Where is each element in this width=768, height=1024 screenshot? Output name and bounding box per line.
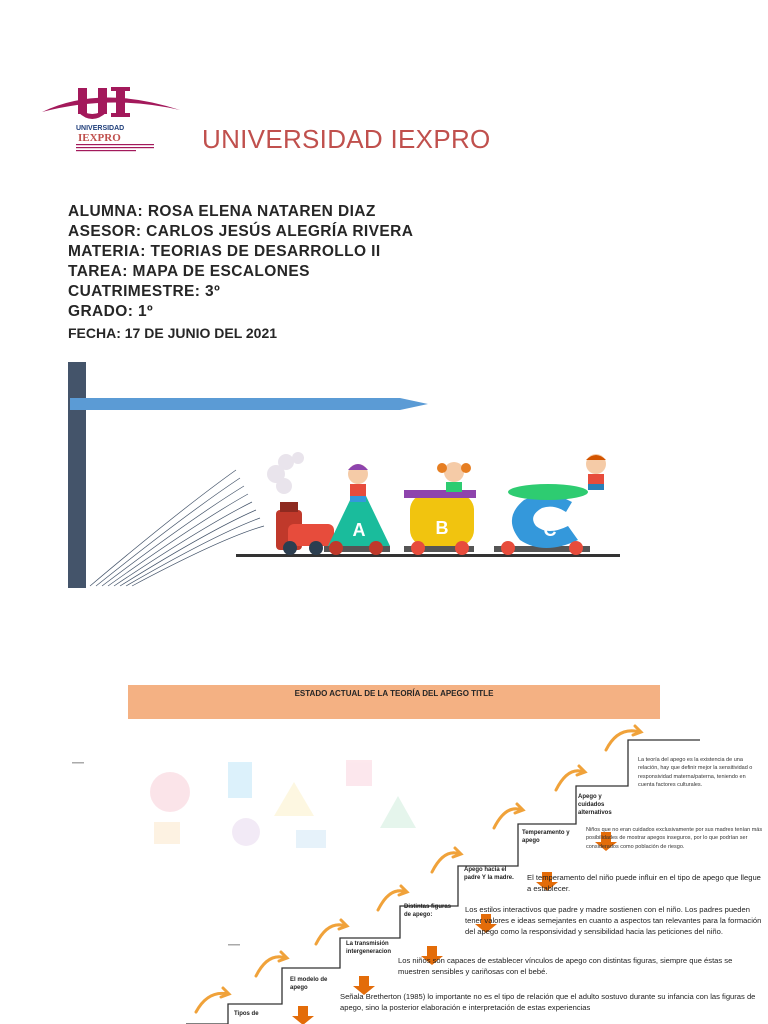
child-3	[586, 454, 606, 490]
fecha-line: FECHA: 17 DE JUNIO DEL 2021	[68, 325, 278, 341]
letter-b-car	[404, 490, 476, 555]
letter-a-car	[324, 496, 390, 555]
faint-shapes-background	[150, 760, 416, 848]
step-label-temperamento: Temperamento y apego	[522, 830, 570, 845]
alumna-line: ALUMNA: ROSA ELENA NATAREN DIAZ	[68, 203, 376, 220]
asesor-line: ASESOR: CARLOS JESÚS ALEGRÍA RIVERA	[68, 223, 414, 240]
grado-line: GRADO: 1º	[68, 303, 154, 320]
svg-text:B: B	[435, 518, 449, 538]
text-bretherton: Señala Bretherton (1985) lo importante no es el tipo de relación que el adulto sostuvo durante su infancia con las figuras de apego, sino la posterior elaboración e interpretación de estas experiencias	[340, 992, 756, 1012]
cuatrimestre-line: CUATRIMESTRE: 3º	[68, 283, 221, 300]
logo-text-line2: IEXPRO	[78, 132, 121, 144]
child-1	[348, 464, 368, 502]
text-cuidados-alternativos: Niños que no eran cuidados exclusivamente por sus madres tenían más posibilidades de mostrar apegos inseguros, por lo que podrían ser considerados como población de riesgo.	[586, 827, 763, 850]
diagram-title: ESTADO ACTUAL DE LA TEORÍA DEL APEGO TITLE	[294, 689, 494, 698]
text-temperamento: El temperamento del niño puede influir en el tipo de apego que llegue a establecer.	[527, 873, 761, 893]
text-teoria-apego: La teoría del apego es la existencia de una relación, hay que definir mejor la sensitividad o responsividad materna/paterna, teniendo en cuenta factores culturales.	[638, 757, 753, 788]
logo-swoosh	[42, 97, 180, 112]
text-distintas-figuras: Los niños son capaces de establecer vínculos de apego con distintas figuras, siempre que éstas se muestren sensibles y cariñosas con el bebé.	[398, 956, 733, 976]
step-label-figuras: Distintas figuras de apego:	[404, 904, 452, 919]
step-label-modelo: El modelo de apego	[290, 977, 328, 992]
step-label-padre-madre: Apego hacia el padre Y la madre.	[464, 867, 514, 882]
smoke-puffs	[267, 452, 304, 494]
abc-train-illustration	[232, 450, 622, 560]
step-label-cuidados: Apego y cuidados alternativos	[578, 794, 612, 817]
flag-pole	[68, 362, 86, 588]
step-label-transmision: La transmisión intergeneracion	[346, 941, 392, 956]
tarea-line: TAREA: MAPA DE ESCALONES	[68, 263, 310, 280]
materia-line: MATERIA: TEORIAS DE DESARROLLO II	[68, 243, 381, 260]
svg-text:A: A	[352, 520, 366, 540]
child-2	[437, 462, 471, 492]
logo-text-line1: UNIVERSIDAD	[76, 125, 125, 132]
step-label-tipos: Tipos de	[234, 1011, 259, 1017]
svg-text:C: C	[543, 520, 557, 540]
university-title: UNIVERSIDAD IEXPRO	[202, 124, 491, 154]
university-logo	[40, 82, 182, 162]
text-estilos-interactivos: Los estilos interactivos que padre y madre sostienen con el niño. Los padres pueden tener valores e ideas semejantes en cuanto a aspectos tan relevantes para la formación del apego como la responsividad y sensibilidad hacia las peticiones del niño.	[465, 905, 762, 936]
letter-c-car	[494, 484, 590, 555]
flag-banner	[70, 398, 428, 410]
